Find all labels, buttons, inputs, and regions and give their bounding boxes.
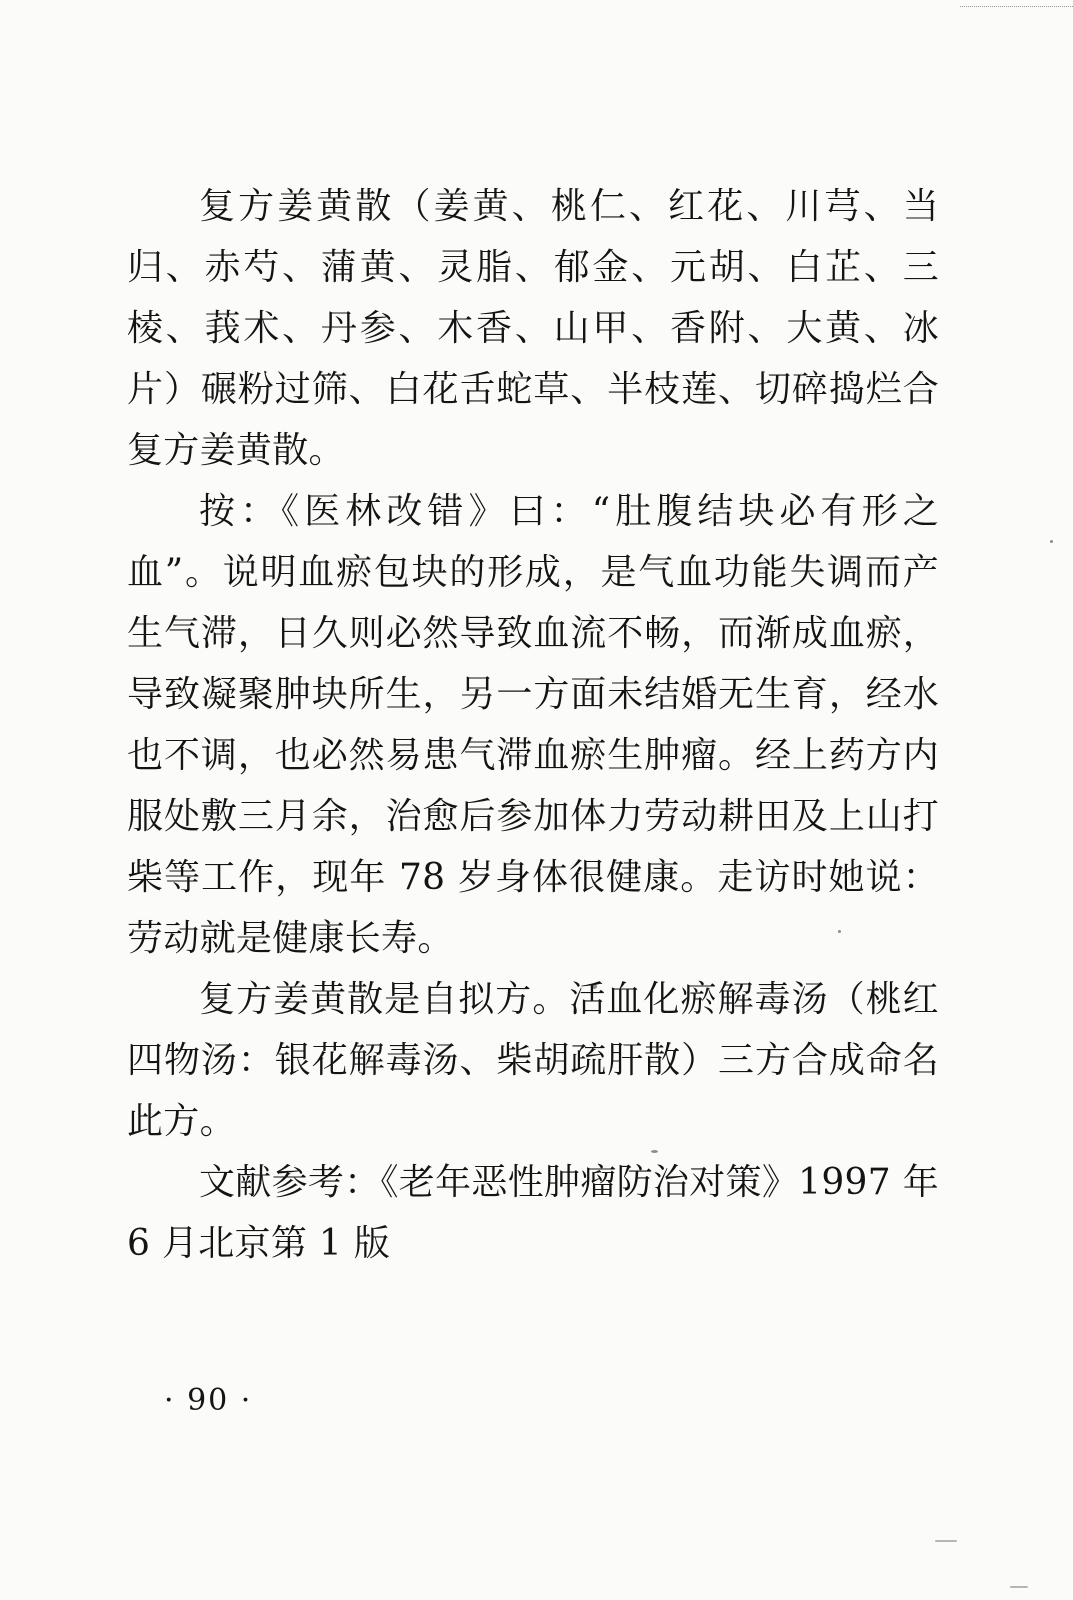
scan-speck — [1010, 1586, 1028, 1588]
paragraph-reference: 文献参考：《老年恶性肿瘤防治对策》1997 年 6 月北京第 1 版 — [127, 1162, 939, 1264]
scan-speck — [935, 1540, 957, 1542]
scan-edge-line — [960, 6, 1073, 7]
paragraph-formula: 复方姜黄散（姜黄、桃仁、红花、川芎、当归、赤芍、蒲黄、灵脂、郁金、元胡、白芷、三棱、莪术、丹参、木香、山甲、香附、大黄、冰片）碾粉过筛、白花舌蛇草、半枝莲、切碎捣烂合复方姜黄散。 — [127, 186, 939, 471]
main-text — [127, 176, 939, 1274]
page-number: · 90 · — [164, 1383, 253, 1418]
paragraph-origin: 复方姜黄散是自拟方。活血化瘀解毒汤（桃红四物汤：银花解毒汤、柴胡疏肝散）三方合成命名此方。 — [127, 979, 939, 1142]
paragraph-commentary: 按：《医林改错》曰：“肚腹结块必有形之血”。说明血瘀包块的形成，是气血功能失调而产生气滞，日久则必然导致血流不畅，而渐成血瘀，导致凝聚肿块所生，另一方面未结婚无生育，经水也不调，也必然易患气滞血瘀生肿瘤。经上药方内服处敷三月余，治愈后参加体力劳动耕田及上山打柴等工作，现年 78 岁身体很健康。走访时她说：劳动就是健康长寿。 — [127, 491, 939, 959]
scan-speck — [1050, 540, 1053, 543]
